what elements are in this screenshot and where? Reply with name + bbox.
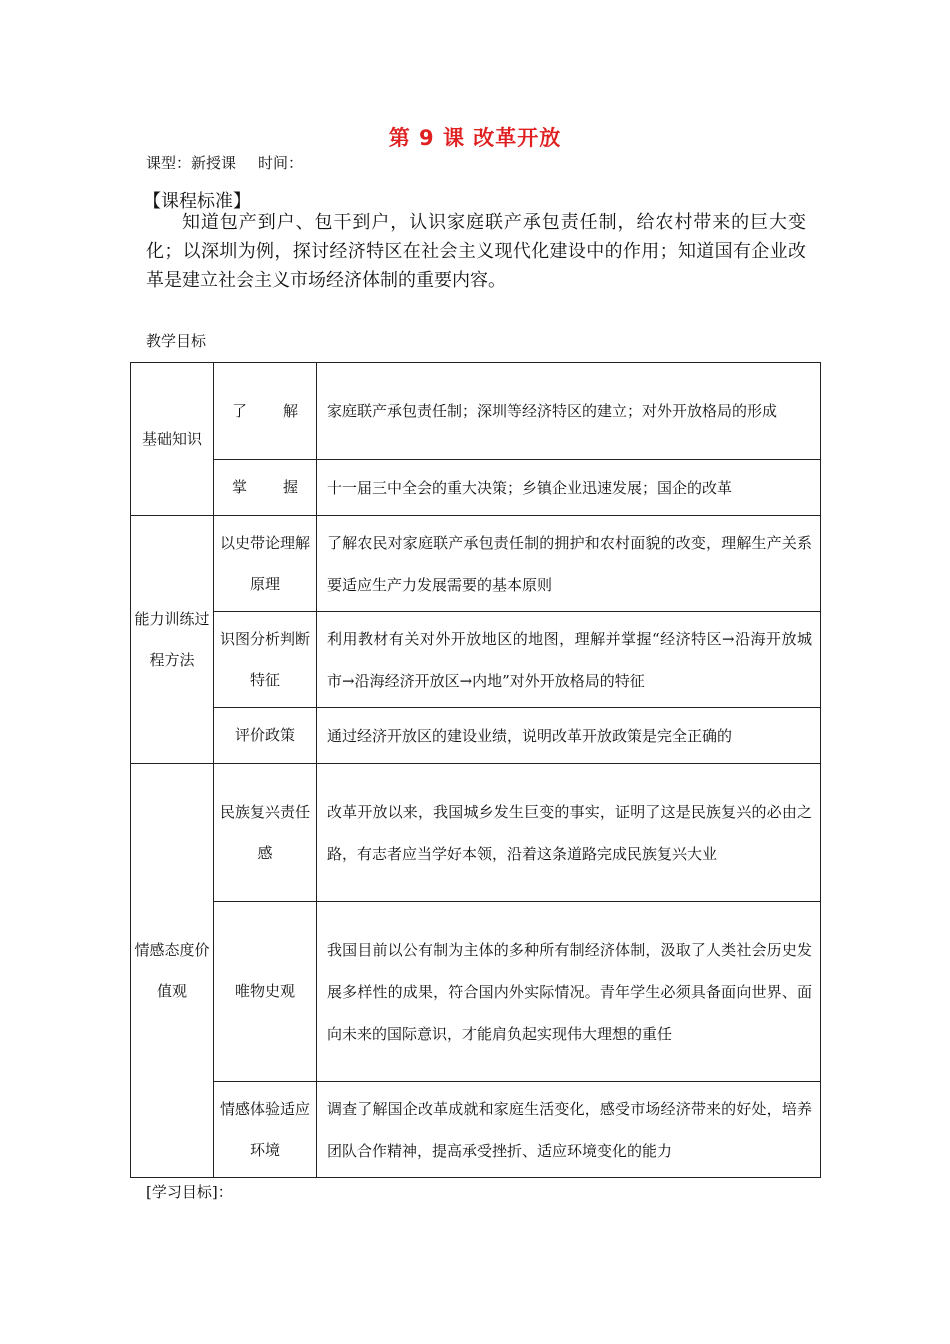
sub-understand: 了 解 <box>214 363 317 460</box>
category-ability-method: 能力训练过程方法 <box>131 516 214 764</box>
sub-master: 掌 握 <box>214 460 317 516</box>
table-row <box>131 902 821 1082</box>
desc-master: 十一届三中全会的重大决策；乡镇企业迅速发展；国企的改革 <box>317 460 821 516</box>
desc-national-rejuvenation: 改革开放以来，我国城乡发生巨变的事实，证明了这是民族复兴的必由之路，有志者应当学好本领，沿着这条道路完成民族复兴大业 <box>317 764 821 902</box>
curriculum-standard-body: 知道包产到户、包干到户，认识家庭联产承包责任制，给农村带来的巨大变化；以深圳为例，探讨经济特区在社会主义现代化建设中的作用；知道国有企业改革是建立社会主义市场经济体制的重要内容。 <box>146 212 806 291</box>
category-basic-knowledge: 基础知识 <box>131 363 214 516</box>
desc-evaluate-policy: 通过经济开放区的建设业绩，说明改革开放政策是完全正确的 <box>317 708 821 764</box>
lesson-meta <box>146 152 303 173</box>
desc-emotional-experience: 调查了解国企改革成就和家庭生活变化，感受市场经济带来的好处，培养团队合作精神，提高承受挫折、适应环境变化的能力 <box>317 1082 821 1178</box>
sub-map-analysis: 识图分析判断特征 <box>214 612 317 708</box>
sub-national-rejuvenation: 民族复兴责任 感 <box>214 764 317 902</box>
table-row <box>131 1082 821 1178</box>
lesson-title: 第 9 课 改革开放 <box>388 126 562 150</box>
sub-evaluate-policy: 评价政策 <box>214 708 317 764</box>
category-emotion-values: 情感态度价值观 <box>131 764 214 1178</box>
table-row <box>131 516 821 612</box>
lesson-type: 课型：新授课 <box>146 154 237 172</box>
desc-historical-materialism: 我国目前以公有制为主体的多种所有制经济体制，汲取了人类社会历史发展多样性的成果，符合国内外实际情况。青年学生必须具备面向世界、面向未来的国际意识，才能肩负起实现伟大理想的重任 <box>317 902 821 1082</box>
desc-understand: 家庭联产承包责任制；深圳等经济特区的建立；对外开放格局的形成 <box>317 363 821 460</box>
table-row <box>131 764 821 902</box>
teaching-goals-label: 教学目标 <box>146 332 207 350</box>
sub-historical-materialism: 唯物史观 <box>214 902 317 1082</box>
table-row <box>131 363 821 460</box>
curriculum-standard-heading: 【课程标准】 <box>143 191 251 212</box>
table-row <box>131 612 821 708</box>
desc-history-theory: 了解农民对家庭联产承包责任制的拥护和农村面貌的改变，理解生产关系要适应生产力发展需要的基本原则 <box>317 516 821 612</box>
sub-history-theory: 以史带论理解原理 <box>214 516 317 612</box>
teaching-goals-table <box>130 362 821 1178</box>
table-row <box>131 708 821 764</box>
desc-map-analysis: 利用教材有关对外开放地区的地图，理解并掌握“经济特区→沿海开放城市→沿海经济开放区→内地”对外开放格局的特征 <box>317 612 821 708</box>
learning-goals-label: [学习目标]： <box>146 1183 233 1201</box>
lesson-time-label: 时间： <box>258 154 304 172</box>
sub-emotional-experience: 情感体验适应环境 <box>214 1082 317 1178</box>
table-row <box>131 460 821 516</box>
